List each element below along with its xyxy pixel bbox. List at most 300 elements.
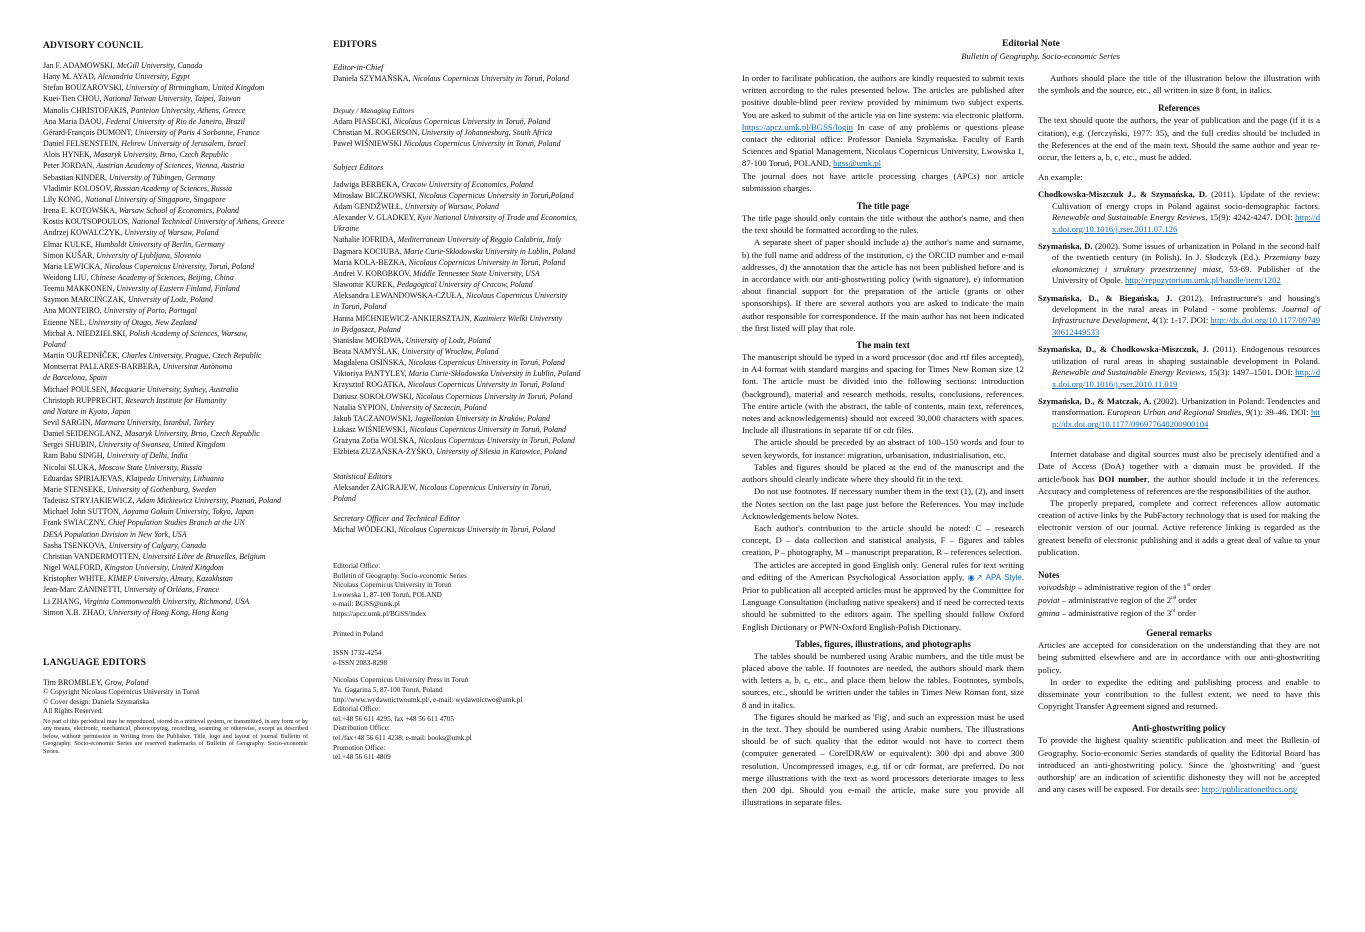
advisory-list [43, 60, 308, 618]
member-affiliation: National Taiwan University, Taipei, Taiwan [103, 94, 241, 104]
tables-heading: Tables, figures, illustrations, and photographs [795, 638, 971, 649]
note-end: order [1175, 608, 1196, 619]
reference-title: (2012). Infrastructure's and housing's development in the rural areas in Poland - some problems. [1052, 292, 1320, 315]
advisory-member [43, 160, 308, 171]
advisory-member [43, 105, 308, 116]
office-line: e-mail: BGSS@umk.pl [333, 600, 400, 609]
member-name: Alexander V. GLADKEY, [333, 213, 416, 223]
note-term: gmina [1038, 608, 1060, 619]
member-name: Ana Maria DAOU, [43, 116, 104, 126]
office-line: https://apcz.umk.pl/BGSS/index [333, 609, 427, 618]
stat-list [333, 482, 638, 504]
member-name: Maria KOLA-BEZKA, [333, 257, 407, 267]
reference-link[interactable]: http://repozytorium.umk.pl/handle/item/1202 [1125, 275, 1281, 286]
reference-link[interactable]: http://dx.doi.org/10.1016/j.rser.2011.07.126 [1052, 212, 1320, 234]
reproduction-notice: No part of this periodical may be reproduced, stored in a retrieval system, or transmitted, in any form or by any means, electronic, mechanical, photocopying, recording, scanning or otherwise, except as described below, without permission in Writing from the Publisher. Title, logo and layout of journal Bulletin of Geography. Socio-economic Series are reserved trademarks of Bulletin of Geography. Socio-economic Series. [43, 717, 308, 755]
press-line: Nicolaus Copernicus University Press in Toruń [333, 676, 469, 685]
advisory-member [43, 116, 308, 127]
note-title: Editorial Note [1002, 39, 1060, 49]
press-line: Editorial Office: [333, 705, 381, 714]
member-name: Aleksander ZAIGRAJEW, [333, 482, 418, 492]
advisory-member [43, 305, 308, 316]
member-name: Martin OUŘEDNÍČEK, [43, 351, 120, 361]
member-affiliation: Warsaw School of Economics, Poland [118, 206, 239, 216]
main-text-p2: The article should be preceded by an abstract of 100–150 words and four to seven keywords, for instance: migration, urbanisation, industrialisation, etc. [742, 437, 1024, 460]
press-line: http://www.wydawnictwoumk.pl/, e-mail: wydawnictwo@umk.pl [333, 695, 523, 704]
member-name: Aleksandra LEWANDOWSKA-CZUŁA, [333, 291, 465, 301]
reference-journal: Renewable and Sustainable Energy Reviews [1052, 212, 1206, 223]
advisory-member [43, 328, 308, 339]
member-name: Andrei V. KOROBKOV, [333, 268, 412, 278]
note-subtitle: Bulletin of Geography. Socio-economic Series [961, 51, 1120, 61]
member-name: Christian VANDERMOTTEN, [43, 551, 141, 561]
reference-authors: Chodkowska-Miszczuk J., & Szymańska, D. [1038, 189, 1208, 200]
cover-design-line: © Cover design: Daniela Szymańska [43, 697, 150, 706]
office-line: Editorial Office: [333, 562, 381, 570]
member-affiliation: University of Wrocław, Poland [401, 346, 499, 356]
member-name: Marie STENSEKE, [43, 484, 106, 494]
member-affiliation: Klaipeda University, Lithuania [125, 473, 224, 483]
illustration-title-rule: Authors should place the title of the illustration below the illustration with the symbols and the source, etc., all written in size 8 font, in italics. [1038, 73, 1320, 96]
editor-affiliation: Grow, Poland [104, 677, 149, 687]
subject-editor [333, 190, 638, 201]
subject-editor [333, 212, 638, 223]
reference-journal: Renewable and Sustainable Energy Reviews [1052, 367, 1205, 378]
reference-details: , 53-69. Publisher of the University of Opole. [1052, 263, 1320, 286]
member-affiliation: Research Institute for Humanity [125, 395, 227, 405]
advisory-member [43, 517, 308, 528]
ethics-link[interactable]: http://publicationethics.org/ [1201, 784, 1298, 795]
member-name: Weidong LIU, [43, 272, 89, 282]
rules-column-left [742, 72, 1024, 808]
member-name: Mirosław BICZKOWSKI, [333, 190, 417, 200]
reference-title: (2011). Update of the review: Cultivation of energy crops in Poland against socio-demographic factors. [1052, 189, 1320, 211]
reference-entry [1038, 344, 1320, 390]
member-affiliation: Mediterranean University of Reggio Calabria, Italy [397, 235, 562, 245]
main-text-p5: Each author's contribution to the article should be noted: C – research concept, D – data collection and statistical analysis, F – figures and tables creation, P – photography, M – manuscript preparation, R – references selection. [742, 522, 1024, 558]
intro-text-2: In case of any problems or questions please contact the editorial office: Professor Daniela Szymańska. Faculty of Earth Sciences and Spatial Management, Nicolaus Copernicus University, Lwowska 1, 87-100 Toruń, POLAND, [742, 121, 1024, 169]
printed-line: Printed in Poland [333, 629, 383, 638]
member-name: Li ZHANG, [43, 596, 82, 606]
chief-title: Editor-in-Chief [333, 63, 384, 72]
reference-entry [1038, 189, 1320, 235]
advisory-member [43, 484, 308, 495]
member-name: Jadwiga BERBEKA, [333, 179, 400, 189]
subject-editor [333, 268, 638, 279]
member-affiliation: Hebrew University of Jerusalem, Israel [121, 139, 246, 149]
member-name: Jan F. ADAMOWSKI, [43, 61, 115, 70]
advisory-member [43, 395, 308, 406]
note-term: voivodship [1038, 581, 1076, 592]
advisory-member [43, 283, 308, 294]
member-name: Frank SWIACZNY, [43, 518, 106, 528]
advisory-member [43, 562, 308, 573]
member-name: Simon KUŠAR, [43, 250, 95, 260]
member-affiliation: Nicolaus Copernicus University in Toruń, Poland [408, 257, 566, 267]
member-name: Daniel SEIDENGLANZ, [43, 429, 123, 439]
member-affiliation: University of Eastern Finland, Finland [116, 284, 240, 294]
login-link[interactable]: https://apcz.umk.pl/BGSS/login [742, 121, 854, 132]
example-label: An example: [1038, 172, 1083, 183]
member-name: Nigel WALFORD, [43, 563, 103, 573]
title-page-p2: A separate sheet of paper should include a) the author's name and surname, b) the full name and address of the institution, c) the ORCID number and e-mail addresses, d) the annotation that the article has not been published before and is in accordance with our anti-ghostwriting policy (with signature), e) information about financial support for the preparation of the article (grants or other sponsorships). If there are several authors you are asked to indicate the main author responsible for correspondence. If the main author has not been indicated the first listed will play that role. [742, 237, 1024, 333]
anti-ghostwriting-heading: Anti-ghostwriting policy [1132, 723, 1226, 734]
member-affiliation: Maria Curie-Skłodowska University in Lublin, Poland [408, 369, 581, 379]
member-affiliation: University of Warsaw, Poland [124, 228, 219, 238]
member-affiliation: Nicolaus Copernicus University in Toruń, Poland [408, 358, 565, 368]
member-affiliation: Marmara University, Istanbul, Turkey [94, 418, 215, 427]
advisory-member [43, 551, 308, 562]
subject-editor [333, 179, 638, 190]
reference-authors: Szymańska, D. [1038, 241, 1093, 252]
reference-entry [1038, 241, 1320, 287]
member-affiliation: University of Lodz, Poland [405, 335, 491, 345]
note-desc: – administrative region of the 1 [1075, 581, 1188, 592]
member-affiliation: Pedagogical University of Cracow, Poland [396, 280, 533, 290]
email-link[interactable]: bgss@umk.pl [833, 158, 881, 169]
editorial-office [333, 562, 638, 620]
subject-editor [333, 402, 638, 413]
reference-journal: Przemiany bazy ekonomicznej i struktury przestrzennej miast [1052, 252, 1321, 274]
advisory-member [43, 495, 308, 506]
advisory-member [43, 60, 308, 71]
member-affiliation: Kazimierz Wielki University [473, 313, 563, 323]
advisory-member [43, 607, 308, 618]
member-affiliation: Chief Population Studies Branch at the UN [107, 518, 245, 528]
member-name: Łukasz WIŚNIEWSKI, [333, 425, 408, 435]
note-header [742, 0, 1320, 61]
member-affiliation: McGill University, Canada [116, 61, 203, 70]
anti-text: To provide the highest quality scientific publication and meet the Bulletin of Geography. Socio-economic Series standards of quality the Editorial Board has introduced an anti-ghostwriting policy. Since the 'ghostwriting' and 'guest authorship' are an indication of scientific dishonesty they will not be accepted and any cases will be exposed. For details see: [1038, 735, 1320, 795]
reference-authors: Szymańska, D., & Biegańska, J. [1038, 292, 1173, 303]
member-name: Sebastian KINDER, [43, 172, 107, 182]
language-editor [43, 677, 308, 688]
member-affiliation: Russian Academy of Sciences, Russia [114, 183, 233, 193]
editor-name: Tim BROMBLEY, [43, 677, 103, 687]
member-name: Kostis KOUTSOPOULOS, [43, 217, 130, 227]
member-affiliation: Aoyama Gakuin University, Tokyo, Japan [122, 507, 254, 517]
member-affiliation: University of Warsaw, Poland [404, 201, 499, 211]
language-rule-2: . Prior to publication all accepted articles must be approved by the Committee for Language Consultation (including native speakers) and if need be corrected texts should be submitted to the editors again. The spelling should follow Oxford English Dictionary or PWN-Oxford English-Polish Dictionary. [742, 571, 1025, 632]
member-affiliation: University of Porto, Portugal [103, 306, 197, 316]
anti-ghostwriting-p [1038, 734, 1320, 795]
reference-details: , 15(3): 1497–1501. DOI: [1204, 367, 1296, 378]
member-affiliation: in Bydgoszcz, Poland [333, 324, 401, 334]
member-affiliation: Nicolaus Copernicus University, Toruń, Poland [104, 261, 255, 271]
internet-text-2: , the author should include it in the references. Accuracy and completeness of references are the responsibilities of the author. [1038, 473, 1320, 496]
member-affiliation: University of Johannesburg, South Africa [421, 128, 553, 138]
advisory-member [43, 462, 308, 473]
member-affiliation: University of Paris 4 Sorbonne, France [134, 127, 260, 137]
member-name: Michał WÓDECKI, [333, 524, 397, 534]
notes-list [1038, 580, 1320, 619]
subject-editor [333, 346, 638, 357]
member-affiliation: University of Calgary, Canada [108, 540, 207, 550]
member-name: Michael John SUTTON, [43, 507, 121, 517]
member-affiliation: KIMEP University, Almaty, Kazakhstan [107, 574, 233, 584]
general-p2: In order to expedite the editing and publishing process and enable to disseminate your contribution to the fullest extent, we need to have this Copyright Transfer Agreement signed and returned. [1038, 676, 1320, 712]
subject-editor [333, 446, 638, 457]
editors-column [333, 0, 638, 763]
subject-editor [333, 435, 638, 446]
advisory-member [43, 82, 308, 93]
reference-journal: European Urban and Regional Studies [1107, 407, 1242, 418]
office-line: Lwowska 1, 87-100 Toruń, POLAND [333, 590, 442, 599]
advisory-member [43, 428, 308, 439]
intro-text: In order to facilitate publication, the authors are kindly requested to submit texts written according to the rules presented below. The articles are published after positive double-blind peer review provided by minimum two subject experts. You are asked to submit of the article via on line system: via electronic platform. [742, 73, 1024, 120]
subject-editor [333, 424, 638, 435]
subject-editor [333, 201, 638, 212]
member-affiliation: Nicolaus Copernicus University in Toruń, Poland [393, 117, 551, 127]
member-name: Etienne NEL, [43, 317, 87, 327]
member-name: Andrzej KOWALCZYK, [43, 228, 123, 238]
press-line: tel./fax+48 56 611 4238; e-mail: books@umk.pl [333, 733, 472, 742]
main-text-p6 [742, 559, 1024, 633]
deputy-list [333, 116, 638, 149]
member-affiliation: National Technical University of Athens, Greece [131, 217, 285, 227]
statistical-editor [333, 493, 638, 504]
member-affiliation: Nicolaus Copernicus University in Toruń, Poland [407, 380, 565, 390]
advisory-member [43, 194, 308, 205]
member-affiliation: Virginia Commonwealth University, Richmond, USA [83, 596, 250, 606]
member-affiliation: University of Hong Kong, Hong Kong [108, 607, 229, 617]
subject-editor [333, 223, 638, 234]
reference-link[interactable]: http://dx.doi.org/10.1177/096977640200900104 [1052, 407, 1321, 429]
member-name: Alois HYNEK, [43, 150, 92, 160]
advisory-member [43, 529, 308, 540]
member-name: Peter JORDAN, [43, 161, 95, 171]
advisory-member [43, 361, 308, 372]
member-affiliation: University of Birmingham, United Kingdom [125, 83, 265, 93]
chief-editor [333, 73, 638, 84]
member-affiliation: Adam Mickiewicz University, Poznań, Poland [136, 496, 282, 506]
advisory-member [43, 596, 308, 607]
subject-editor [333, 246, 638, 257]
links-paragraph: The properly prepared, complete and correct references allow automatic creation of active links by the PubFactory technology that is used for making the electronic version of our journal. Active reference linking is regarded as the greatest benefit of electronic publishing and it adds a great deal of value to your publication. [1038, 497, 1320, 557]
member-affiliation: Nicolaus Copernicus University in Toruń, [419, 482, 552, 492]
member-name: Magdalena OSIŃSKA, [333, 358, 407, 368]
member-affiliation: Moscow State University, Russia [98, 462, 202, 472]
press-line: Promotion Office: [333, 743, 386, 752]
statistical-editor [333, 482, 638, 493]
member-name: Manolis CHRISTOFAKIS, [43, 105, 129, 115]
member-affiliation: Université Libre de Bruxelles, Belgium [142, 551, 266, 561]
member-name: Sevil SARGIN, [43, 418, 93, 427]
advisory-member [43, 205, 308, 216]
member-name: Nicolai SLUKA, [43, 462, 97, 472]
eissn: e-ISSN 2083-8298 [333, 658, 388, 667]
deputy-title: Deputy / Managing Editors [333, 106, 415, 116]
member-name: Tadeusz STRYJAKIEWICZ, [43, 496, 135, 506]
member-affiliation: University of Szczecin, Poland [390, 402, 487, 412]
member-affiliation: Poland [333, 493, 356, 503]
member-name: Elżbieta ZUZAŃSKA-ŻYŚKO, [333, 447, 435, 457]
note-item [1038, 580, 1320, 593]
advisory-member [43, 573, 308, 584]
tables-p2: The figures should be marked as 'Fig', and such an expression must be used in the text. They should be numbered using Arabic numbers. The illustrations should be of such quality that the editor would not have to correct them (computer generated – CorelDRAW or equivalent): 300 dpi and above 300 resolution. Uncompressed images, e.g. tif or cdr format, are preferred. Do not merge illustrations with the text as word processors deteriorate images to less then 200 dpi. Should you e-mail the article, make sure you provide all illustrations in separate files. [742, 711, 1024, 808]
member-name: Maria LEWICKA, [43, 261, 103, 271]
advisory-member [43, 172, 308, 183]
member-affiliation: National University of Singapore, Singapore [84, 194, 226, 204]
main-text-p4: Do not use footnotes. If necessary number them in the text (1), (2), and insert the Notes section on the last page just before the References. You may include Acknowledgements below Notes. [742, 486, 1024, 521]
internet-paragraph [1038, 448, 1320, 497]
doi-bold: DOI number [1098, 473, 1148, 484]
apa-logo-icon: ◉↗ [967, 572, 983, 582]
subject-editor [333, 357, 638, 368]
member-name: Christian M. ROGERSON, [333, 128, 420, 138]
member-name: Adam GENDŹWIŁŁ, [333, 201, 403, 211]
deputy-editor [333, 138, 638, 149]
subject-editor [333, 368, 638, 379]
advisory-member [43, 216, 308, 227]
reference-title: (2011). Endogenous resources utilization of rural areas in shaping sustainable development in Poland. [1052, 344, 1321, 366]
note-end: order [1190, 581, 1211, 592]
reference-link[interactable]: http://dx.doi.org/10.1177/0974930612449533 [1052, 315, 1320, 337]
subject-editor [333, 290, 638, 301]
references-intro: The text should quote the authors, the year of publication and the page (if it is a citation), e.g. (Jerczyński, 1977: 35), and the full credits should be included in the References at the end of the main text. Should the same author and year re-occur, the letters a, b, c, etc., must be added. [1038, 115, 1320, 163]
language-heading: LANGUAGE EDITORS [43, 657, 147, 668]
member-name: Paweł WIŚNIEWSKI [333, 139, 402, 149]
member-affiliation: University of Orléans, France [123, 585, 219, 595]
member-name: Irena E. KOTOWSKA, [43, 206, 117, 216]
stat-title: Statistical Editors [333, 471, 392, 481]
member-affiliation: University of Swansea, United Kingdom [98, 440, 226, 450]
member-affiliation: in Toruń, Poland [333, 302, 387, 312]
reference-authors: Szymańska, D., & Chodkowska-Miszczuk, J. [1038, 344, 1209, 355]
member-name: Lily KONG, [43, 194, 83, 204]
member-affiliation: University of Otago, New Zealand [88, 317, 197, 327]
intro-paragraph [742, 72, 1024, 170]
member-affiliation: Universitat Autònoma [162, 362, 233, 372]
secretary-editor [333, 524, 638, 535]
member-name: Stefan BOUZAROVSKI, [43, 83, 124, 93]
member-name: Viktoriya PANTYLEY, [333, 369, 407, 379]
main-text-p1: The manuscript should be typed in a word processor (doc and rtf files accepted), in A4 format with standard margins and spacing for Times New Roman size 12 font. The article must be divided into the following sections: introduction (background), material and research methods, results, conclusions, references. The entire article (with the abstract, the table of contents, main text, references, notes and acknowledgements) should not exceed 30,000 characters with spaces. Include all illustrations in separate tif or cdr files. [742, 352, 1024, 436]
note-ordinal: rd [1171, 609, 1176, 615]
note-desc: – administrative region of the 2 [1059, 594, 1172, 605]
editors-heading: EDITORS [333, 40, 377, 50]
member-affiliation: Kyiv National University of Trade and Economics, [417, 213, 578, 223]
member-name: Jean-Marc ZANINETTI, [43, 585, 122, 595]
advisory-heading: ADVISORY COUNCIL [43, 41, 144, 51]
member-name: Dariusz SOKOŁOWSKI, [333, 391, 414, 401]
member-name: Kristopher WHITE, [43, 574, 106, 584]
member-affiliation: Nicolaus Copernicus University [466, 291, 568, 301]
advisory-member [43, 93, 308, 104]
reference-title: (2002). Urbanization in Poland: Tendencies and transformation. [1052, 395, 1320, 418]
press-line: Distribution Office: [333, 724, 390, 733]
office-line: Bulletin of Geography. Socio-economic Series [333, 571, 467, 580]
member-name: Kuei-Tien CHOU, [43, 94, 102, 104]
member-affiliation: Poland [43, 339, 66, 349]
advisory-member [43, 506, 308, 517]
reference-details: , 4(1): 1-17. DOI: [1147, 315, 1211, 326]
subject-editor [333, 379, 638, 390]
subject-editor [333, 324, 638, 335]
member-affiliation: Macquarie University, Sydney, Australia [110, 384, 239, 394]
member-name: Beata NAMYŚLAK, [333, 346, 400, 356]
note-term: poviat [1038, 594, 1060, 605]
advisory-member [43, 439, 308, 450]
main-text-heading: The main text [856, 340, 910, 351]
member-name: Hanna MICHNIEWICZ-ANKIERSZTAJN, [333, 313, 472, 323]
references-list [1038, 189, 1320, 430]
note-item [1038, 593, 1320, 606]
issn: ISSN 1732-4254 [333, 649, 382, 658]
member-name: Grażyna Zofia WOLSKA, [333, 436, 417, 446]
advisory-member [43, 239, 308, 250]
member-name: Sasha TSENKOVA, [43, 540, 107, 550]
apa-label: APA Style [985, 572, 1022, 582]
member-affiliation: Masaryk University, Brno, Czech Republic [124, 429, 260, 439]
reference-details: , 9(1): 39–46. DOI: [1241, 407, 1311, 418]
subject-list [333, 179, 638, 458]
title-page-p1: The title page should only contain the title without the author's name, and then the text should be formatted according to the rules. [742, 213, 1024, 236]
copyright-line: © Copyright Nicolaus Copernicus University in Toruń [43, 687, 200, 696]
member-affiliation: Cracow University of Economics, Poland [401, 179, 533, 189]
subject-editor [333, 234, 638, 245]
office-line: Nicolaus Copernicus University in Toruń [333, 581, 452, 590]
reference-entry [1038, 396, 1320, 430]
member-affiliation: Ukraine [333, 224, 359, 234]
apa-style-link[interactable] [968, 573, 1022, 582]
member-affiliation: Nicolaus Copernicus University in Toruń, Poland [398, 524, 556, 534]
member-name: Daniela SZYMAŃSKA, [333, 74, 411, 83]
advisory-member [43, 127, 308, 138]
member-affiliation: Charles University, Prague, Czech Republic [121, 351, 262, 361]
note-end: order [1176, 594, 1197, 605]
member-name: Adam PIASECKI, [333, 117, 392, 127]
member-affiliation: Chinese Academy of Sciences, Beijing, China [90, 272, 234, 282]
member-name: Nathalie IOFRIDA, [333, 235, 396, 245]
member-affiliation: University of Ljubljana, Slovenia [96, 250, 202, 260]
member-name: Elmar KULKE, [43, 239, 93, 249]
member-affiliation: Jagiellonian University in Kraków, Poland [414, 413, 550, 423]
advisory-member [43, 272, 308, 283]
member-name: Sergei SHUBIN, [43, 440, 97, 450]
advisory-member [43, 417, 308, 428]
member-name: Stanisław MORDWA, [333, 335, 404, 345]
member-name: Vladimir KOLOSOV, [43, 183, 113, 193]
member-name: Teemu MAKKONEN, [43, 284, 115, 294]
title-page-heading: The title page [856, 201, 910, 212]
subject-editor [333, 313, 638, 324]
member-affiliation: University of Gothenburg, Sweden [107, 484, 217, 494]
reference-link[interactable]: http://dx.doi.org/10.1016/j.rser.2010.11.019 [1052, 367, 1320, 389]
member-affiliation: University of Silesia in Katowice, Poland [436, 447, 567, 457]
advisory-member [43, 227, 308, 238]
rules-column-right [1038, 72, 1320, 795]
internet-text: Internet database and digital sources must also be precisely identified and a Date of Access (DoA) together with a domain must be provided. If the article/book has [1038, 449, 1320, 484]
general-heading: General remarks [1146, 628, 1212, 639]
advisory-member [43, 384, 308, 395]
member-name: Dagmara KOCIUBA, [333, 246, 402, 256]
member-name: Krzysztof ROGATKA, [333, 380, 406, 390]
language-rule: The articles are accepted in good English only. General rules for text writing and editing of the American Psychological Association apply, [742, 559, 1024, 582]
member-name: Hany M. AYAD, [43, 72, 96, 82]
member-affiliation: Marie Curie-Skłodowska University in Lublin, Poland [403, 246, 576, 256]
member-affiliation: University of Lodz, Poland [127, 295, 213, 305]
advisory-member [43, 317, 308, 328]
reference-journal: Journal of Infrastructure Development [1052, 304, 1320, 326]
member-affiliation: Austrian Academy of Sciences, Vienna, Austria [96, 161, 245, 171]
member-affiliation: Panteion University, Athens, Greece [130, 105, 246, 115]
member-name: Szymon MARCIŃCZAK, [43, 295, 126, 305]
member-affiliation: and Nature in Kyoto, Japan [43, 406, 131, 416]
advisory-member [43, 350, 308, 361]
note-ordinal: st [1187, 582, 1191, 588]
general-p1: Articles are accepted for consideration on the understanding that they are not being submitted elsewhere and are in accordance with our anti-ghostwriting policy. [1038, 640, 1320, 675]
